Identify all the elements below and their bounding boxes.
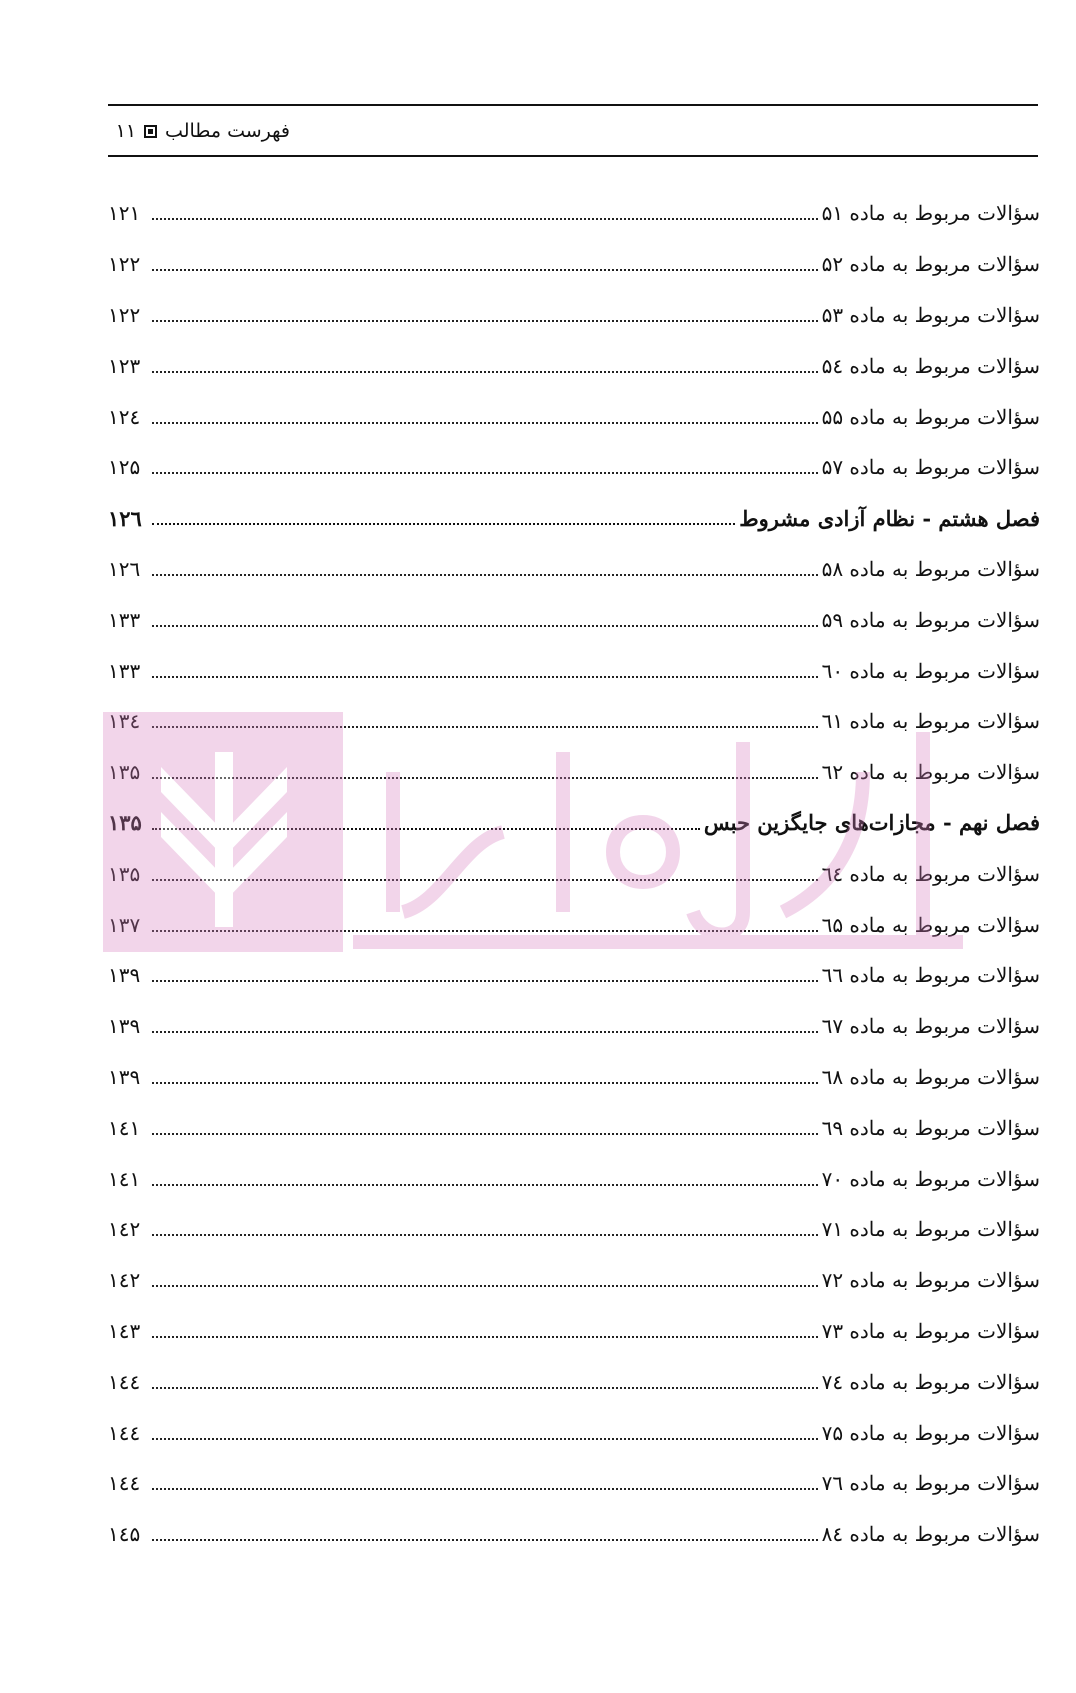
entry-title: سؤالات مربوط به ماده ۵۷ [821,455,1040,480]
toc-entry [108,1102,1040,1153]
leader-dots [152,1082,818,1084]
entry-page-number: ۱۲٦ [108,556,141,581]
entry-title: سؤالات مربوط به ماده ۷۲ [821,1268,1040,1293]
entry-title: سؤالات مربوط به ماده ٦۰ [821,658,1040,683]
entry-title: سؤالات مربوط به ماده ۵۹ [821,607,1040,632]
chapter-entry [108,798,1040,849]
leader-dots [152,1336,818,1338]
toc-entry [108,544,1040,595]
entry-title: سؤالات مربوط به ماده ۷٦ [821,1471,1040,1496]
entry-page-number: ۱۲۲ [108,302,141,327]
entry-title: سؤالات مربوط به ماده ٦٦ [821,963,1040,988]
entry-title: فصل هشتم - نظام آزادی مشروط [739,505,1040,531]
leader-dots [152,828,700,830]
entry-title: سؤالات مربوط به ماده ٦۵ [821,912,1040,937]
leader-dots [152,1387,818,1389]
leader-dots [152,1539,818,1541]
toc-entry [108,1255,1040,1306]
entry-page-number: ۱۳۵ [108,810,142,836]
leader-dots [152,1133,818,1135]
toc-entry [108,1052,1040,1103]
toc-entry [108,747,1040,798]
entry-page-number: ۱۳۹ [108,963,141,988]
leader-dots [152,1438,818,1440]
entry-page-number: ۱۲۱ [108,201,141,226]
toc-entry [108,848,1040,899]
entry-page-number: ۱۲٤ [108,404,141,429]
leader-dots [152,1031,818,1033]
entry-title: سؤالات مربوط به ماده ۷۳ [821,1318,1040,1343]
toc-entry [108,239,1040,290]
header-title: فهرست مطالب [165,120,290,142]
chapter-entry [108,493,1040,544]
entry-title: سؤالات مربوط به ماده ۷۵ [821,1420,1040,1445]
toc-entry [108,899,1040,950]
toc-entry [108,950,1040,1001]
leader-dots [152,930,818,932]
leader-dots [152,1234,818,1236]
leader-dots [152,726,818,728]
toc-entry [108,645,1040,696]
entry-title: فصل نهم - مجازات‌های جایگزین حبس [703,810,1040,836]
entry-page-number: ۱۳۳ [108,607,141,632]
entry-title: سؤالات مربوط به ماده ٦۲ [821,760,1040,785]
entry-page-number: ۱۳۹ [108,1014,141,1039]
toc-entry [108,442,1040,493]
entry-title: سؤالات مربوط به ماده ٦٤ [821,861,1040,886]
toc-entry [108,290,1040,341]
toc-entry [108,340,1040,391]
entry-title: سؤالات مربوط به ماده ٦۷ [821,1014,1040,1039]
header-page-number: ۱۱ [115,120,137,142]
toc-entry [108,1204,1040,1255]
toc-entry [108,1306,1040,1357]
entry-page-number: ۱۳۵ [108,861,141,886]
entry-page-number: ۱٤۲ [108,1217,141,1242]
entry-page-number: ۱٤۳ [108,1318,141,1343]
leader-dots [152,472,818,474]
running-header [116,114,290,148]
toc-entry [108,1153,1040,1204]
entry-title: سؤالات مربوط به ماده ۵۲ [821,252,1040,277]
leader-dots [152,1285,818,1287]
entry-page-number: ۱۳۵ [108,760,141,785]
entry-title: سؤالات مربوط به ماده ۵٤ [821,353,1040,378]
toc-entry [108,1356,1040,1407]
toc-entry [108,1001,1040,1052]
entry-page-number: ۱٤۱ [108,1115,141,1140]
entry-title: سؤالات مربوط به ماده ۸٤ [821,1522,1040,1547]
table-of-contents [108,188,1040,1560]
entry-title: سؤالات مربوط به ماده ۵۸ [821,556,1040,581]
toc-entry [108,1407,1040,1458]
entry-title: سؤالات مربوط به ماده ٦۱ [821,709,1040,734]
entry-page-number: ۱۲۵ [108,455,141,480]
entry-page-number: ۱۳۷ [108,912,141,937]
entry-page-number: ۱٤۵ [108,1522,141,1547]
leader-dots [152,269,818,271]
toc-entry [108,391,1040,442]
toc-entry [108,696,1040,747]
leader-dots [152,980,818,982]
entry-page-number: ۱٤٤ [108,1471,141,1496]
leader-dots [152,320,818,322]
leader-dots [152,574,818,576]
entry-title: سؤالات مربوط به ماده ۵۵ [821,404,1040,429]
toc-entry [108,1509,1040,1560]
leader-dots [152,625,818,627]
entry-title: سؤالات مربوط به ماده ٦۸ [821,1064,1040,1089]
entry-page-number: ۱٤۱ [108,1166,141,1191]
toc-entry [108,1458,1040,1509]
entry-title: سؤالات مربوط به ماده ٦۹ [821,1115,1040,1140]
entry-page-number: ۱۳۹ [108,1064,141,1089]
leader-dots [152,422,818,424]
entry-page-number: ۱۲۲ [108,252,141,277]
toc-entry [108,594,1040,645]
entry-page-number: ۱۳۳ [108,658,141,683]
entry-title: سؤالات مربوط به ماده ۷٤ [821,1369,1040,1394]
entry-page-number: ۱۲٦ [108,505,142,531]
leader-dots [152,371,818,373]
square-bullet-icon [144,125,157,138]
entry-page-number: ۱٤٤ [108,1420,141,1445]
leader-dots [152,1488,818,1490]
toc-entry [108,188,1040,239]
leader-dots [152,777,818,779]
leader-dots [152,676,818,678]
entry-title: سؤالات مربوط به ماده ۷۰ [821,1166,1040,1191]
header-top-rule [108,104,1038,106]
watermark-text: دادبازار [643,919,673,930]
leader-dots [152,879,818,881]
entry-page-number: ۱۳٤ [108,709,141,734]
header-bottom-rule [108,155,1038,157]
entry-page-number: ۱٤۲ [108,1268,141,1293]
entry-page-number: ۱۲۳ [108,353,141,378]
leader-dots [152,218,818,220]
leader-dots [152,523,735,525]
entry-title: سؤالات مربوط به ماده ۷۱ [821,1217,1040,1242]
entry-title: سؤالات مربوط به ماده ۵۱ [821,201,1040,226]
leader-dots [152,1184,818,1186]
entry-page-number: ۱٤٤ [108,1369,141,1394]
entry-title: سؤالات مربوط به ماده ۵۳ [821,302,1040,327]
